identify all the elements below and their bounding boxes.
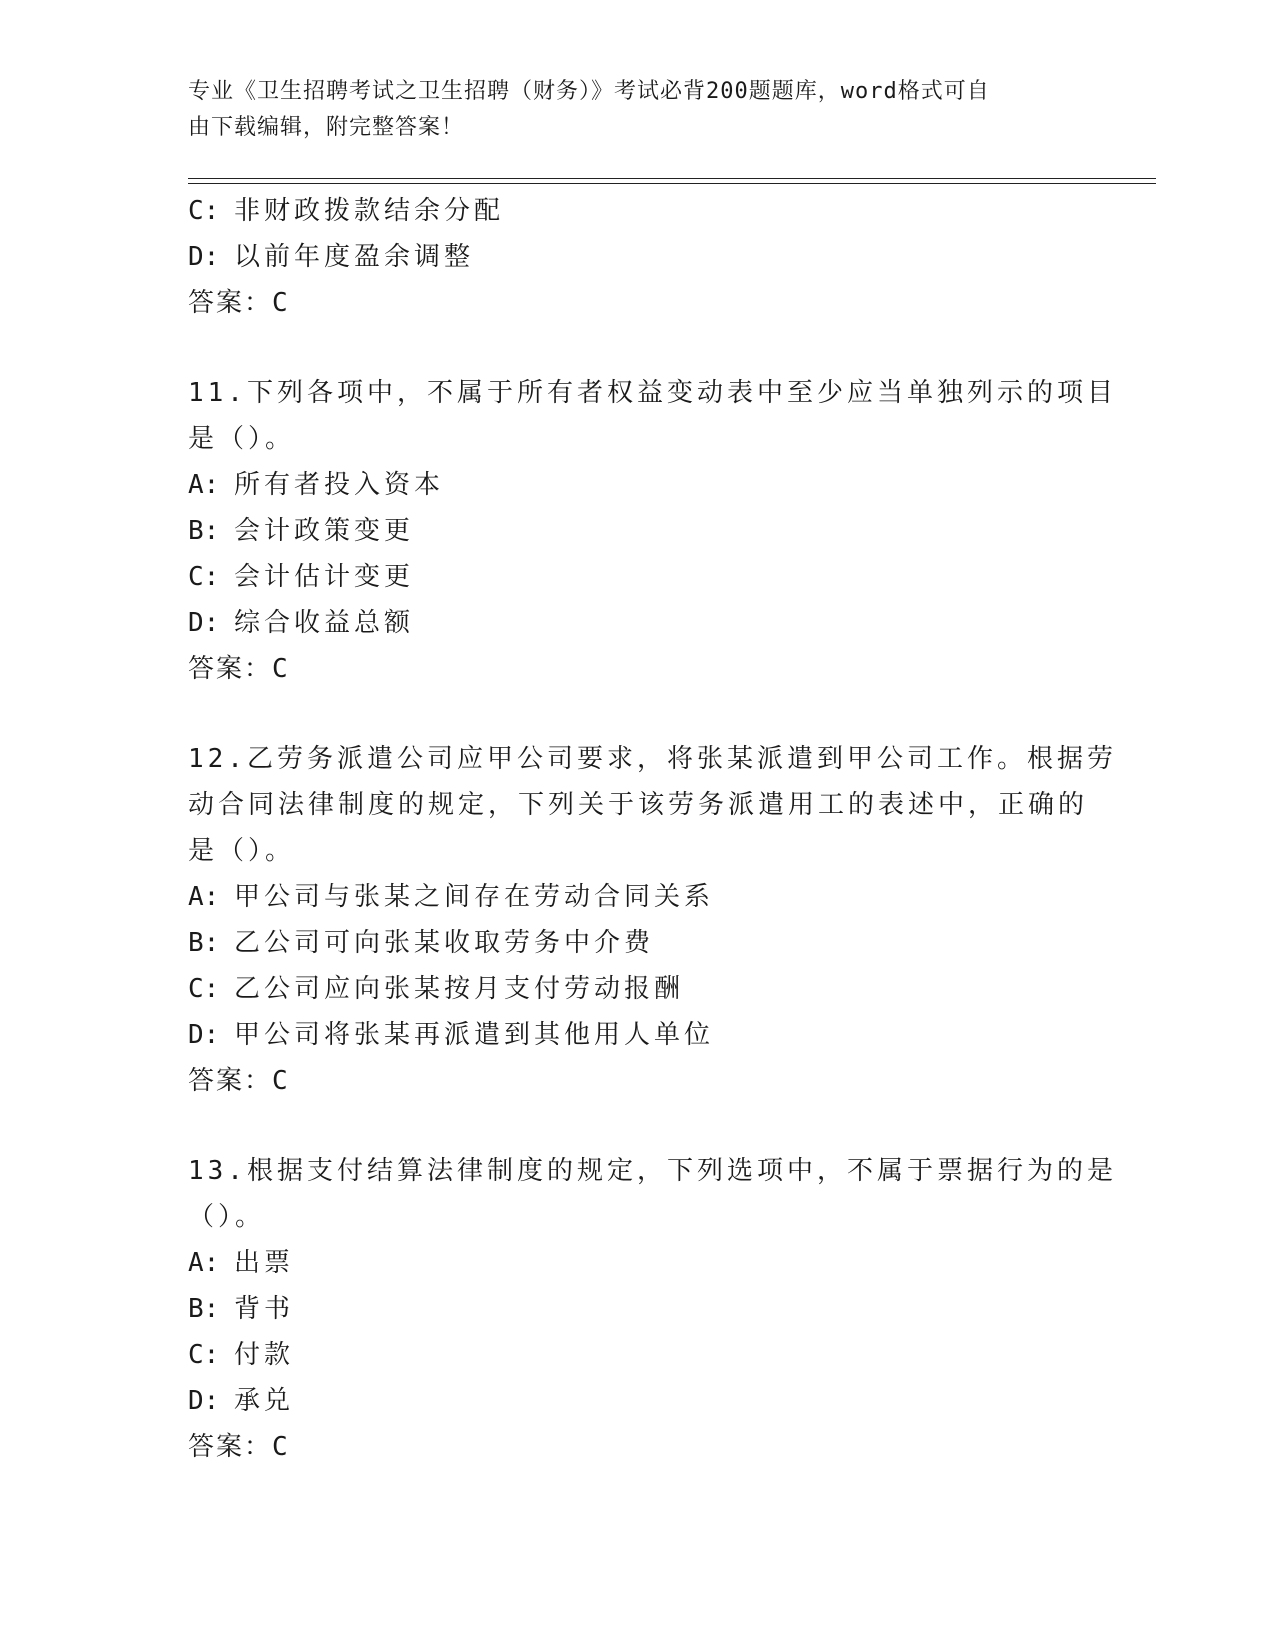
answer-line: 答案：C: [188, 1066, 290, 1096]
option-text: 甲公司将张某再派遣到其他用人单位: [234, 1020, 715, 1050]
option-d: [188, 1378, 1088, 1424]
option-d: [188, 234, 1088, 280]
header-line-2: 由下载编辑，附完整答案！: [188, 115, 465, 140]
header-divider-bottom: [188, 183, 1156, 184]
option-letter: C:: [188, 1340, 220, 1370]
option-letter: D:: [188, 1386, 220, 1416]
answer-line: 答案：C: [188, 1432, 290, 1462]
question-11: [188, 370, 1117, 692]
option-letter: A:: [188, 1248, 220, 1278]
option-letter: A:: [188, 882, 220, 912]
option-letter: B:: [188, 1294, 220, 1324]
option-text: 乙公司应向张某按月支付劳动报酬: [234, 974, 685, 1004]
question-12: [188, 736, 1117, 1104]
question-stem-line: （）。: [188, 1202, 266, 1232]
option-letter: B:: [188, 516, 220, 546]
header-divider-top: [188, 178, 1156, 179]
option-letter: B:: [188, 928, 220, 958]
option-a: [188, 462, 1088, 508]
header-line-1: 专业《卫生招聘考试之卫生招聘（财务）》考试必背200题题库，word格式可自: [188, 79, 990, 104]
question-stem-line: 12.乙劳务派遣公司应甲公司要求，将张某派遣到甲公司工作。根据劳: [188, 744, 1117, 774]
option-text: 所有者投入资本: [234, 470, 445, 500]
option-text: 甲公司与张某之间存在劳动合同关系: [234, 882, 715, 912]
option-text: 出票: [234, 1248, 295, 1278]
question-13: [188, 1148, 1117, 1470]
document-body: [188, 188, 1117, 1470]
question-stem-line: 动合同法律制度的规定，下列关于该劳务派遣用工的表述中，正确的: [188, 790, 1089, 820]
option-text: 以前年度盈余调整: [234, 242, 475, 272]
question-stem-line: 是（）。: [188, 424, 296, 454]
option-c: [188, 966, 1088, 1012]
option-text: 非财政拨款结余分配: [234, 196, 505, 226]
option-b: [188, 508, 1088, 554]
option-c: [188, 554, 1088, 600]
option-c: [188, 1332, 1088, 1378]
option-text: 背书: [234, 1294, 295, 1324]
option-letter: D:: [188, 1020, 220, 1050]
option-a: [188, 874, 1088, 920]
question-stem-line: 是（）。: [188, 836, 296, 866]
option-letter: D:: [188, 608, 220, 638]
option-a: [188, 1240, 1088, 1286]
option-text: 乙公司可向张某收取劳务中介费: [234, 928, 655, 958]
option-letter: C:: [188, 562, 220, 592]
option-letter: D:: [188, 242, 220, 272]
option-d: [188, 1012, 1088, 1058]
option-letter: A:: [188, 470, 220, 500]
question-stem-line: 13.根据支付结算法律制度的规定，下列选项中，不属于票据行为的是: [188, 1156, 1117, 1186]
option-letter: C:: [188, 974, 220, 1004]
question-stem-line: 11.下列各项中，不属于所有者权益变动表中至少应当单独列示的项目: [188, 378, 1117, 408]
option-c: [188, 188, 1088, 234]
document-header: [188, 74, 1088, 146]
answer-line: 答案：C: [188, 654, 290, 684]
option-text: 承兑: [234, 1386, 295, 1416]
option-text: 会计估计变更: [234, 562, 415, 592]
option-text: 付款: [234, 1340, 295, 1370]
option-b: [188, 920, 1088, 966]
option-text: 会计政策变更: [234, 516, 415, 546]
option-d: [188, 600, 1088, 646]
previous-question-tail: [188, 188, 1088, 326]
option-text: 综合收益总额: [234, 608, 415, 638]
option-letter: C:: [188, 196, 220, 226]
option-b: [188, 1286, 1088, 1332]
answer-line: 答案：C: [188, 288, 290, 318]
